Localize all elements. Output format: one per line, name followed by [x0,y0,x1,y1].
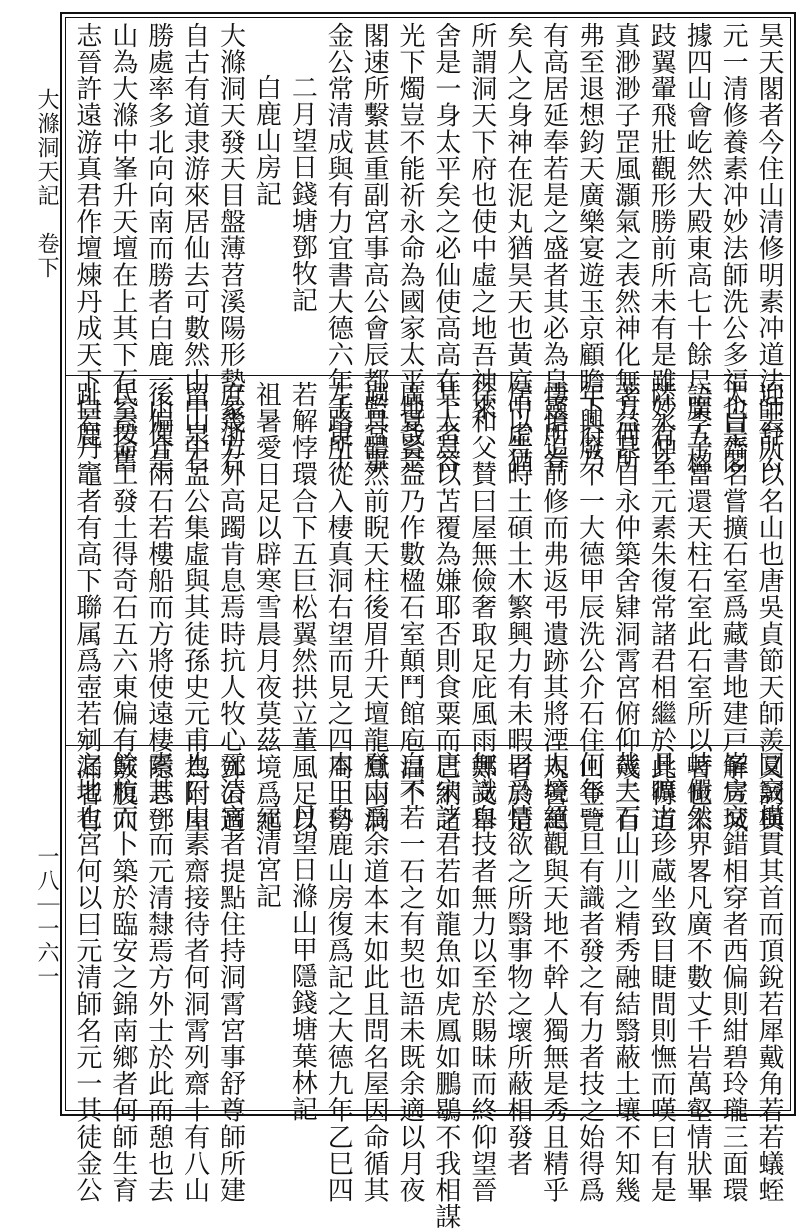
text-column: 過具體然前睨天柱後眉升天壇龍鳳兩洞 [359,381,390,834]
text-column: 所謂洞天下府也使中虛之地吾神來 [466,22,497,421]
text-column: 真渺渺子罡風灝氣之表然神化無方何所 [610,22,641,475]
text-column: 左路所從入棲真洞右望而見之四周上勢 [323,381,354,834]
text-column: 何年一旦有識者發之有力者技之始得爲 [574,751,605,1204]
text-column: 矣人之身神在泥丸猶昊天也黃庭中虛猶 [502,22,533,475]
text-column: 自不若一石之有契也語未既余適以月夜 [395,751,425,1204]
text-column: 悽愴追前修而弗返弔遺跡其將湮規營萬 [538,381,569,834]
text-column: 後偏介兩石若樓船而方將使遠棲隱志鄧 [143,381,174,834]
text-column: 登山爲余道本末如此且問名屋因命循其 [359,751,390,1204]
text-column: 年興廢不一大德甲辰洗公介石住山登覽 [574,381,605,834]
text-column: 庶幾方外高躅肯息焉時抗人牧心鄧公適 [215,381,246,834]
text-column: 弗至退想鈞天廣樂宴遊玉京顧瞻下府乃 [574,22,605,475]
text-column: 跂翼翬飛壯觀形勝前所未有是雖妙有玄 [646,22,677,475]
text-column: 廣夏奚益乃作數楹石室顛鬥館庖湢不 [395,381,425,807]
text-column: 也曰山素齋接待者何洞霄列齋十有八山 [179,751,210,1204]
text-column: 有高居延奉若是之盛者其必為皇靈所眷 [538,22,569,475]
text-panel-middle [66,377,790,834]
text-column: 太白齊名嘗擴石室爲藏書地建戸解宣城 [718,381,749,834]
text-column: 唐宋諸君若如龍魚如虎鳳如鵬鶡不我相謀 [430,751,461,1230]
text-column: 閣速所繫甚重副宮事高公會辰都監宮事 [359,22,390,475]
text-column: 據四山會屹然大殿東高七十餘尺廣五楹 [682,22,713,475]
text-column: 元清宮記 [251,803,282,910]
text-column: 哉夫石山川之精秀融結翳蔽土壤不知幾 [610,751,641,1204]
text-column: 語李子當還天柱石室此石室所以著也宋 [682,381,713,834]
text-column: 月望日滌山甲隱錢塘葉林記 [287,803,318,1123]
text-panel-top [66,18,790,475]
text-column: 趾若丹竈者有高下聯属爲壺若剜漏者有 [71,381,102,834]
text-column: 本曰白鹿山房復爲記之大德九年乙巳四 [323,751,354,1204]
text-column: 曰爲情欲之所翳事物之壞所蔽相發者 [502,751,533,1177]
text-column: 著益甚自永仲築舍肄洞霄宮俯仰幾二百 [610,381,641,834]
text-column: 迎去所以名山也唐吳貞節天師羨又詞與 [754,381,784,834]
text-column: 志晉許遠游真君作壇煉丹成天下白鹿 [71,22,102,448]
text-column: 居以告時土碩土木繁興力有未暇者於是 [502,381,533,834]
text-panel-bottom [66,747,790,1230]
text-column: 其人豈以苫覆為嫌耶否則食粟而已納之 [430,381,461,834]
text-column: 餘杭而卜築於臨安之錦南鄉者何師生育 [107,751,138,1204]
text-column: 若解悖環合下五巨松翼然拱立董風足以 [287,381,318,834]
text-column: 之地也宮何以曰元清師名元一其徒金公 [71,751,102,1204]
text-column: 峯房交錯相穿者西偏則紺碧玲瓏三面環 [718,751,749,1204]
text-column: 大滌洞天發天目盤薄苕溪陽形勢彖浙右 [215,22,246,475]
text-column: 白鹿山房記 [251,74,282,207]
text-column: 金公常清成與有力宜書大德六年壬寅十 [323,22,354,475]
page-number-margin: 一八｜一六一 [34,845,59,989]
text-column: 勝處率多北向向南而勝者白鹿一山僅是 [143,22,174,475]
text-column: 元清宮者提點住持洞霄宮事舒尊師所建 [215,751,246,1204]
book-title-margin: 大滌洞天記 卷下 [34,88,59,280]
text-column: 祖暑愛日足以辟寒雪晨月夜莫茲境爲絕 [251,381,282,834]
text-column: 昊天閣者今住山清修明素冲道法師舒公 [754,22,784,475]
text-column: 人境絕觀與天地不幹人獨無是秀且精乎 [538,751,569,1204]
text-column: 無識自技者無力以至於賜昧而終仰望晉 [466,751,497,1204]
text-column: 自古有道隶游來居仙去可數然山中泉石 [179,22,210,475]
text-column: 峙儼然界畧凡廣不數丈千岩萬壑情狀畢 [682,751,713,1204]
text-column: 圓竅橫貫其首而頂銳若犀戴角若若蟻蛭 [754,751,784,1204]
text-column: 具曠古珍蔵坐致目睫間則憮而嘆曰有是 [646,751,677,1204]
text-column: 陸永仲王元素朱復常諸君相繼於此得道 [646,381,677,834]
text-column: 元一清修養素冲妙法師洗公多福也是閣 [718,22,749,475]
text-column: 素其一而元清隸焉方外士於此而憩也去 [143,751,174,1204]
text-column: 舍是一身太平矣之必仙使高高在上者容 [430,22,461,475]
text-column: 徐和父賛曰屋無儉奢取足庇風雨鄭文舉 [466,381,497,834]
text-column: 光下燭豈不能祈永命為國家太平地哉是 [395,22,425,475]
text-column: 留山中孟公集虛與其徒孫史元甫為附屋 [179,381,210,834]
text-column: 二月望日錢塘鄧牧記 [287,74,318,314]
text-column: 氏盍命工發土得奇石五六東偏有竅腹穴 [107,381,138,834]
text-column: 山為大滌中峯升天壇在上其下石室按舊 [107,22,138,475]
